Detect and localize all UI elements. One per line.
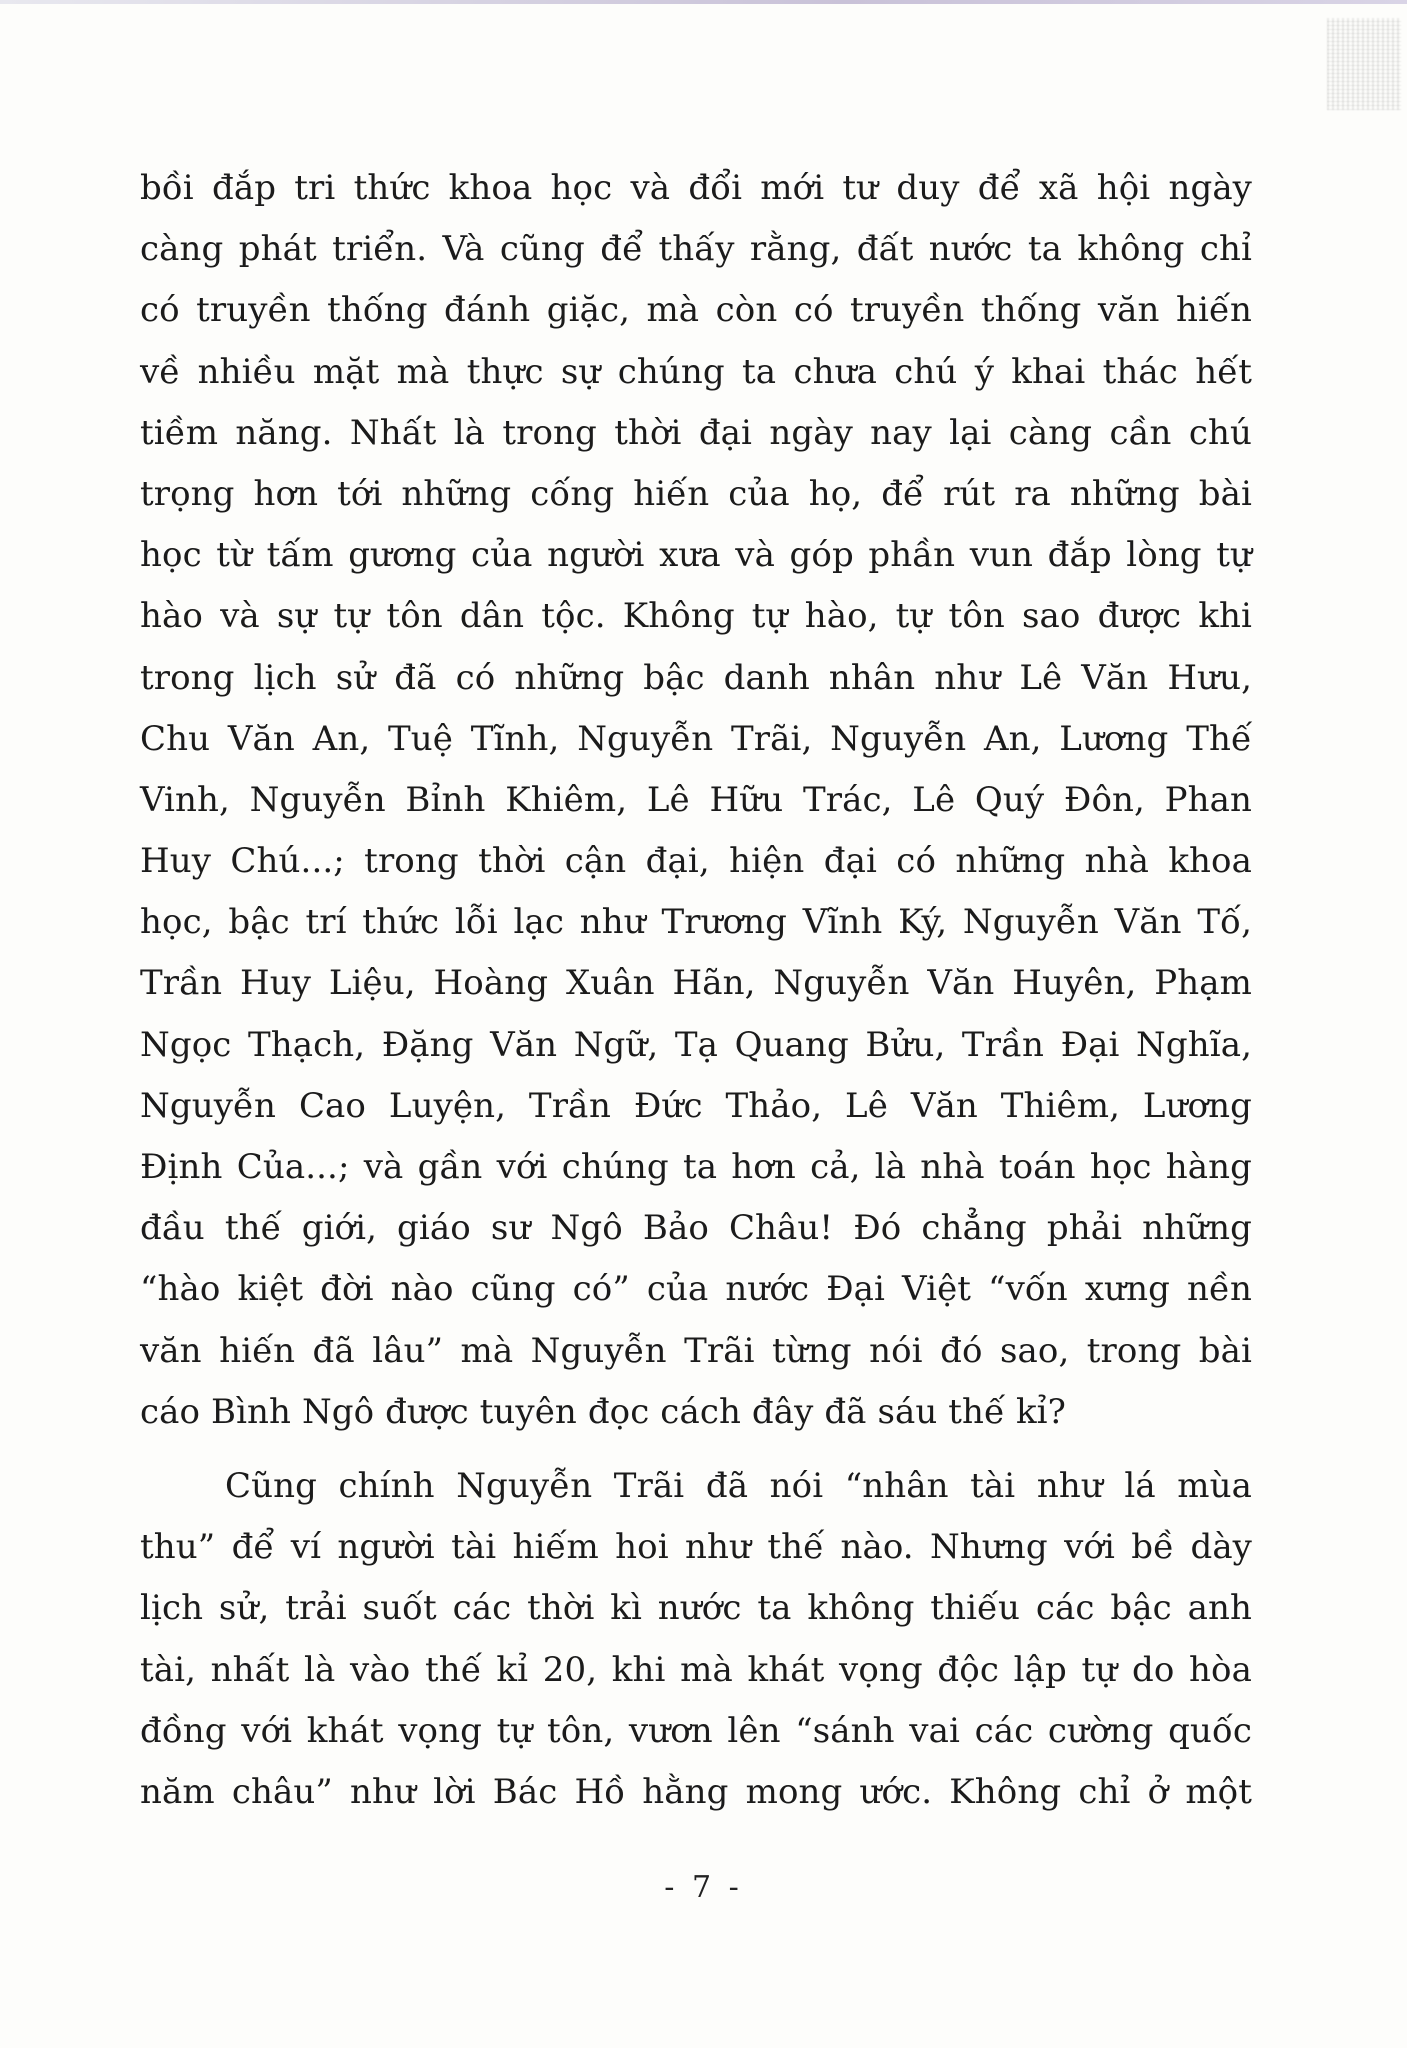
page-body	[140, 158, 1252, 1823]
text-line: “hào kiệt đời nào cũng có” của nước Đại Việt “vốn xưng nền	[140, 1269, 1252, 1310]
page-number: - 7 -	[664, 1870, 743, 1905]
text-line: tài, nhất là vào thế kỉ 20, khi mà khát vọng độc lập tự do hòa	[140, 1649, 1252, 1690]
text-line: Vinh, Nguyễn Bỉnh Khiêm, Lê Hữu Trác, Lê Quý Đôn, Phan	[140, 779, 1252, 820]
text-line: càng phát triển. Và cũng để thấy rằng, đất nước ta không chỉ	[140, 229, 1252, 270]
text-line: trọng hơn tới những cống hiến của họ, để rút ra những bài	[140, 473, 1252, 514]
text-line: đầu thế giới, giáo sư Ngô Bảo Châu! Đó chẳng phải những	[140, 1208, 1252, 1249]
text-line: Ngọc Thạch, Đặng Văn Ngữ, Tạ Quang Bửu, Trần Đại Nghĩa,	[140, 1024, 1252, 1065]
text-line: Nguyễn Cao Luyện, Trần Đức Thảo, Lê Văn Thiêm, Lương	[140, 1085, 1252, 1126]
text-line: trong lịch sử đã có những bậc danh nhân như Lê Văn Hưu,	[140, 657, 1252, 698]
text-line: hào và sự tự tôn dân tộc. Không tự hào, tự tôn sao được khi	[140, 596, 1252, 637]
paragraph-2	[140, 1456, 1252, 1823]
text-line: học từ tấm gương của người xưa và góp phần vun đắp lòng tự	[140, 535, 1252, 576]
scan-artifact	[1327, 18, 1401, 110]
text-line: về nhiều mặt mà thực sự chúng ta chưa chú ý khai thác hết	[140, 351, 1252, 392]
paragraph-spacer	[140, 1443, 1252, 1456]
text-line: Định Của...; và gần với chúng ta hơn cả, là nhà toán học hàng	[140, 1147, 1252, 1187]
text-line: có truyền thống đánh giặc, mà còn có truyền thống văn hiến	[140, 290, 1252, 331]
text-line: học, bậc trí thức lỗi lạc như Trương Vĩnh Ký, Nguyễn Văn Tố,	[140, 902, 1252, 943]
text-line: lịch sử, trải suốt các thời kì nước ta không thiếu các bậc anh	[140, 1588, 1252, 1629]
text-line: Trần Huy Liệu, Hoàng Xuân Hãn, Nguyễn Văn Huyên, Phạm	[140, 963, 1252, 1004]
text-line: cáo Bình Ngô được tuyên đọc cách đây đã sáu thế kỉ?	[140, 1391, 1066, 1432]
text-line: Cũng chính Nguyễn Trãi đã nói “nhân tài như lá mùa	[225, 1465, 1252, 1506]
text-line: bồi đắp tri thức khoa học và đổi mới tư duy để xã hội ngày	[140, 168, 1252, 208]
text-line: tiềm năng. Nhất là trong thời đại ngày nay lại càng cần chú	[140, 412, 1252, 453]
text-line: Chu Văn An, Tuệ Tĩnh, Nguyễn Trãi, Nguyễn An, Lương Thế	[140, 718, 1252, 759]
text-line: đồng với khát vọng tự tôn, vươn lên “sánh vai các cường quốc	[140, 1710, 1252, 1751]
text-line: thu” để ví người tài hiếm hoi như thế nào. Nhưng với bề dày	[140, 1527, 1252, 1568]
text-line: Huy Chú...; trong thời cận đại, hiện đại có những nhà khoa	[140, 841, 1252, 882]
text-line: văn hiến đã lâu” mà Nguyễn Trãi từng nói đó sao, trong bài	[140, 1330, 1252, 1371]
text-line: năm châu” như lời Bác Hồ hằng mong ước. Không chỉ ở một	[140, 1771, 1252, 1812]
paragraph-1	[140, 158, 1252, 1443]
page-top-edge	[0, 0, 1407, 4]
